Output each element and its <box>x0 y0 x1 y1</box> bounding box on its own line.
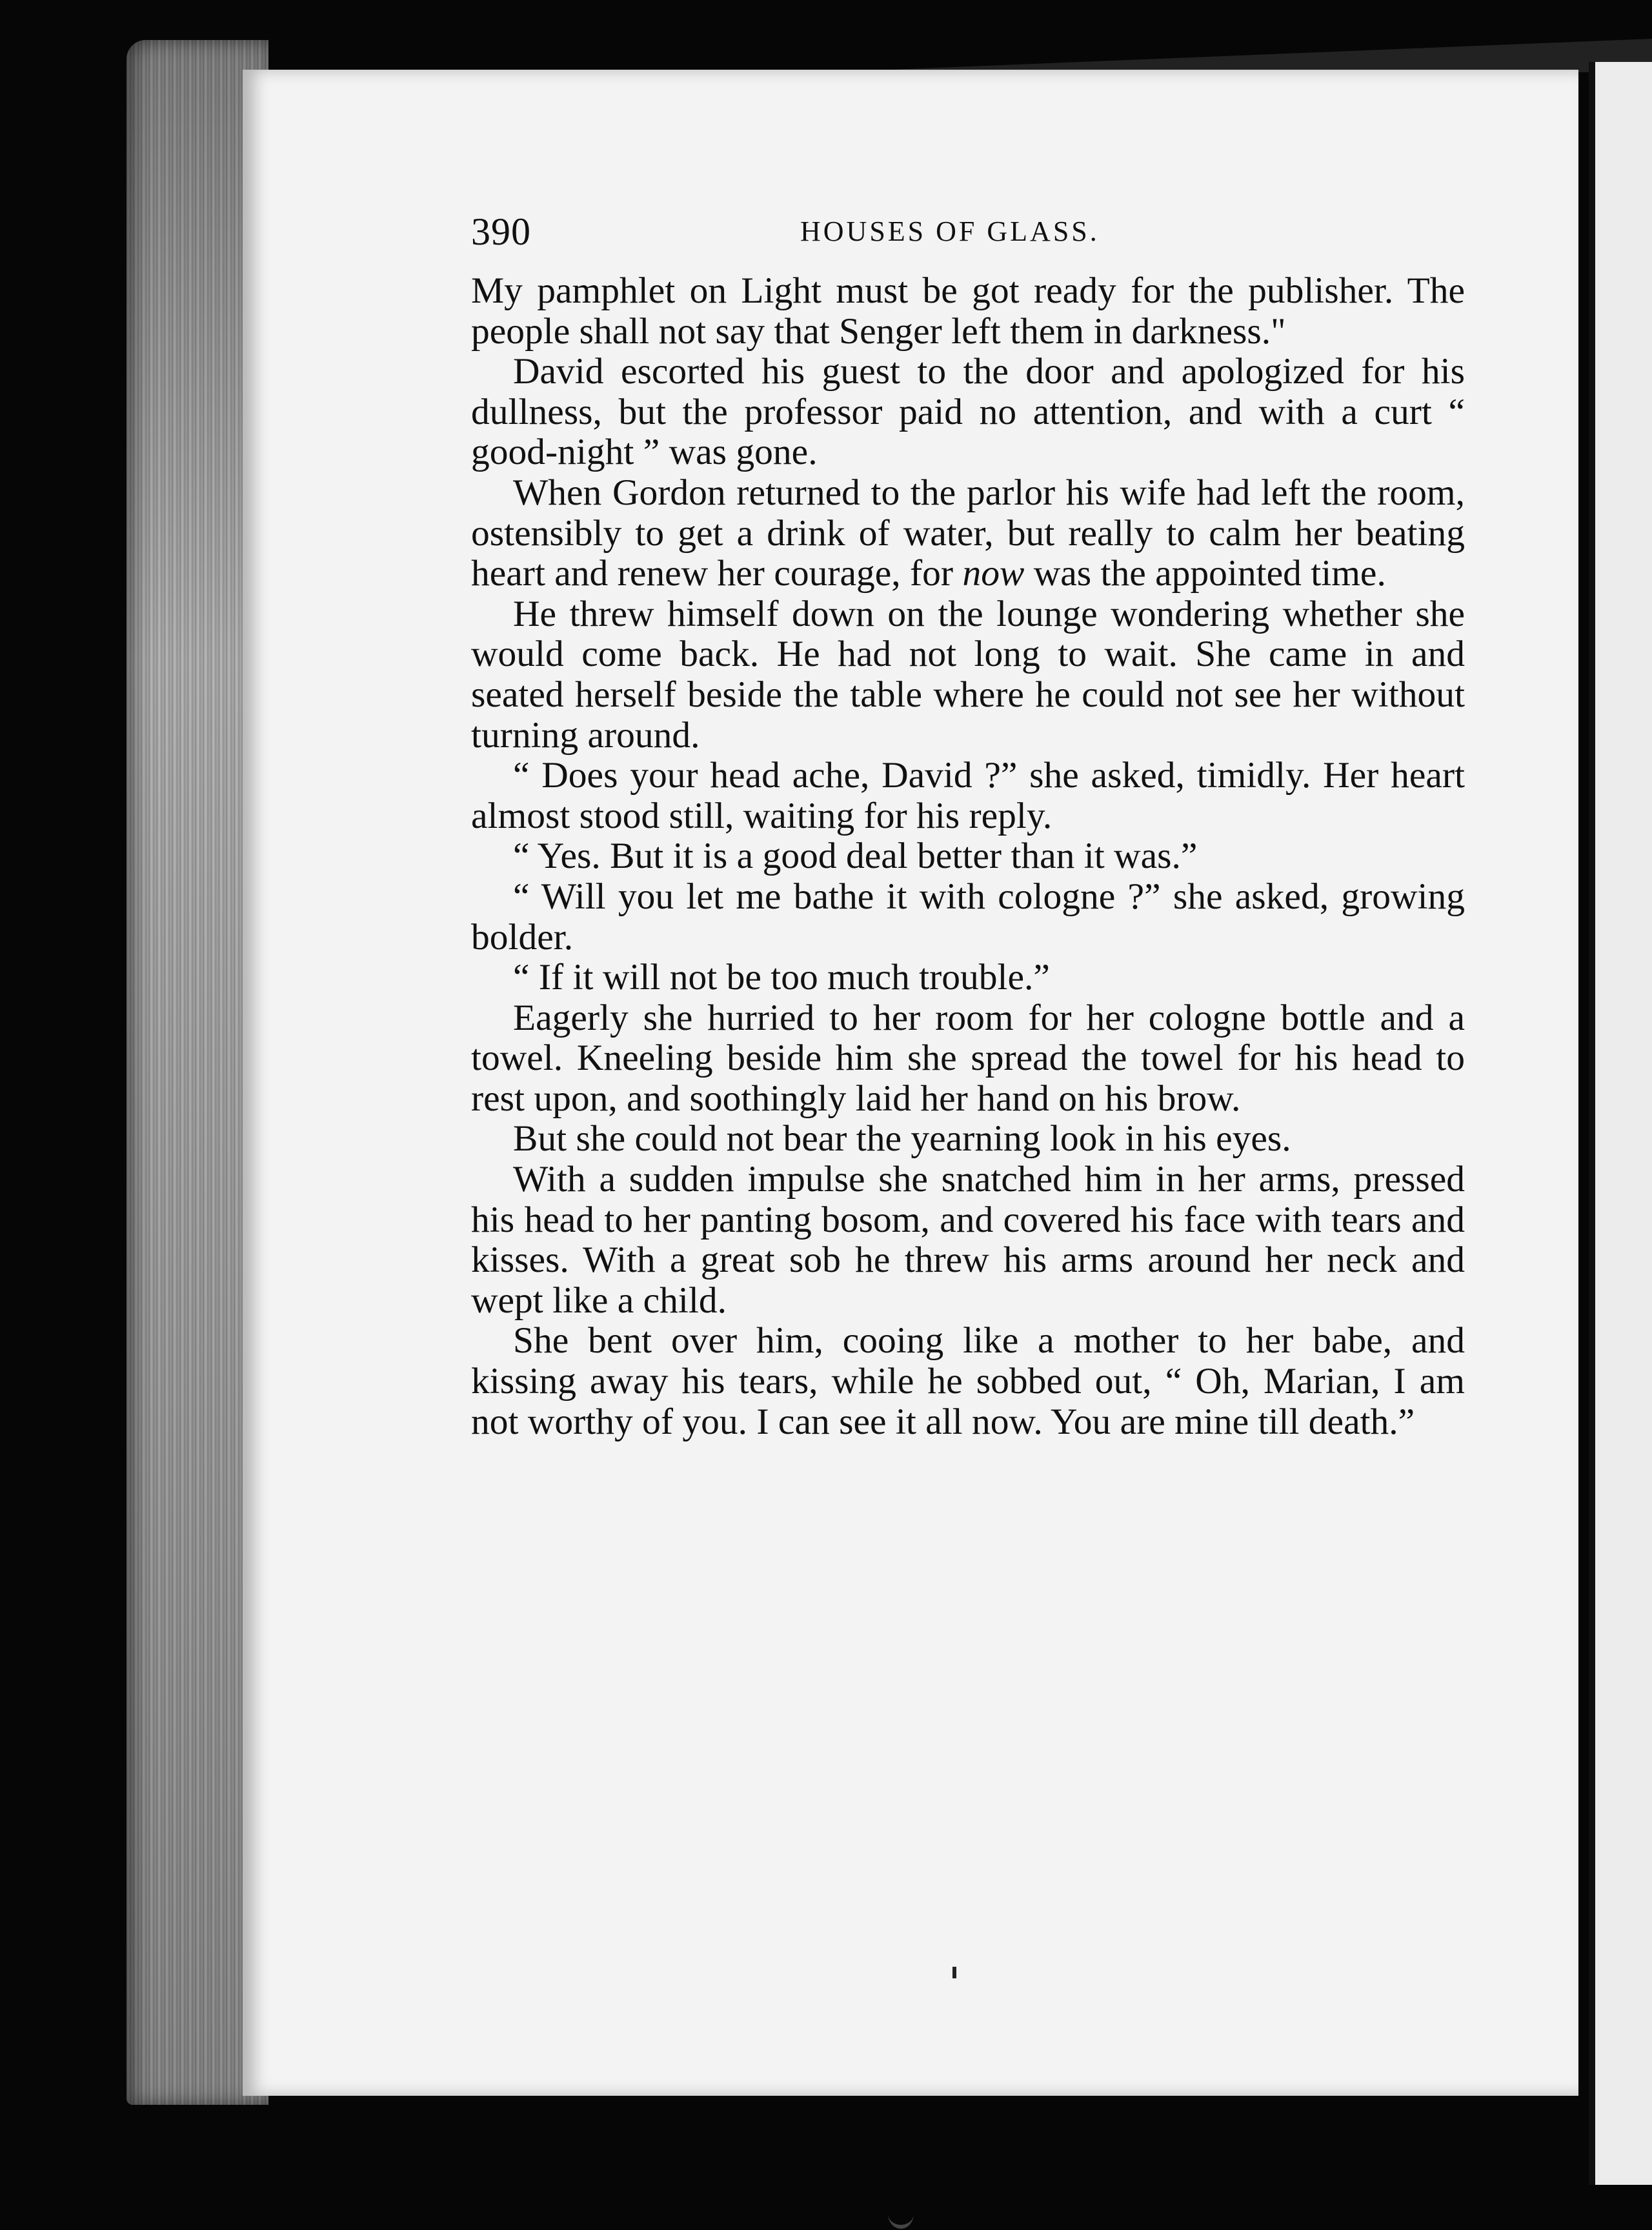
paragraph <box>471 271 1465 352</box>
paragraph <box>471 756 1465 836</box>
scan-speck <box>888 2199 914 2229</box>
text-run: He threw himself down on the lounge wondering whether she would come back. He had not long to wait. She came in and seated herself beside the table where he could not see her without turning around. <box>471 593 1465 756</box>
text-run: David escorted his guest to the door and apologized for his dullness, but the professor paid no attention, and with a curt “ good-night ” was gone. <box>471 351 1465 473</box>
text-run: When Gordon returned to the parlor his wife had left the room, ostensibly to get a drink of water, but really to calm her beating heart and renew her courage, for <box>471 472 1465 594</box>
paragraph <box>471 877 1465 958</box>
text-run: Eagerly she hurried to her room for her cologne bottle and a towel. Kneeling beside him she spread the towel for his head to rest upon, and soothingly laid her hand on his brow. <box>471 997 1465 1119</box>
scan-speck <box>952 1967 956 1978</box>
text-run: “ Will you let me bathe it with cologne ?” she asked, growing bolder. <box>471 876 1465 958</box>
paragraph <box>471 1321 1465 1442</box>
page-number: 390 <box>471 210 531 253</box>
paragraph <box>471 473 1465 594</box>
paragraph <box>471 594 1465 756</box>
body-text <box>471 271 1465 1442</box>
facing-page-edge <box>1589 62 1652 2185</box>
running-title: HOUSES OF GLASS. <box>800 216 1100 247</box>
text-run: She bent over him, cooing like a mother to her babe, and kissing away his tears, while he sobbed out, “ Oh, Marian, I am not worthy of you. I can see it all now. You are mine till death.” <box>471 1320 1465 1442</box>
paragraph <box>471 352 1465 473</box>
running-head <box>471 210 1465 261</box>
text-run: My pamphlet on Light must be got ready for the publisher. The people shall not say that Senger left them in darkness." <box>471 270 1465 352</box>
text-run: “ Yes. But it is a good deal better than it was.” <box>513 836 1198 877</box>
text-run: “ If it will not be too much trouble.” <box>513 957 1050 998</box>
paragraph <box>471 998 1465 1120</box>
text-run: was the appointed time. <box>1024 553 1386 594</box>
text-run: With a sudden impulse she snatched him in her arms, pressed his head to her panting bosom, and covered his face with tears and kisses. With a great sob he threw his arms around her neck and wept like a child. <box>471 1159 1465 1321</box>
emphasized-text: now <box>962 553 1025 594</box>
text-run: “ Does your head ache, David ?” she asked, timidly. Her heart almost stood still, waiting for his reply. <box>471 755 1465 836</box>
text-run: But she could not bear the yearning look in his eyes. <box>513 1118 1291 1160</box>
paragraph <box>471 836 1465 877</box>
paragraph <box>471 1160 1465 1321</box>
paragraph <box>471 1119 1465 1160</box>
paragraph <box>471 958 1465 998</box>
